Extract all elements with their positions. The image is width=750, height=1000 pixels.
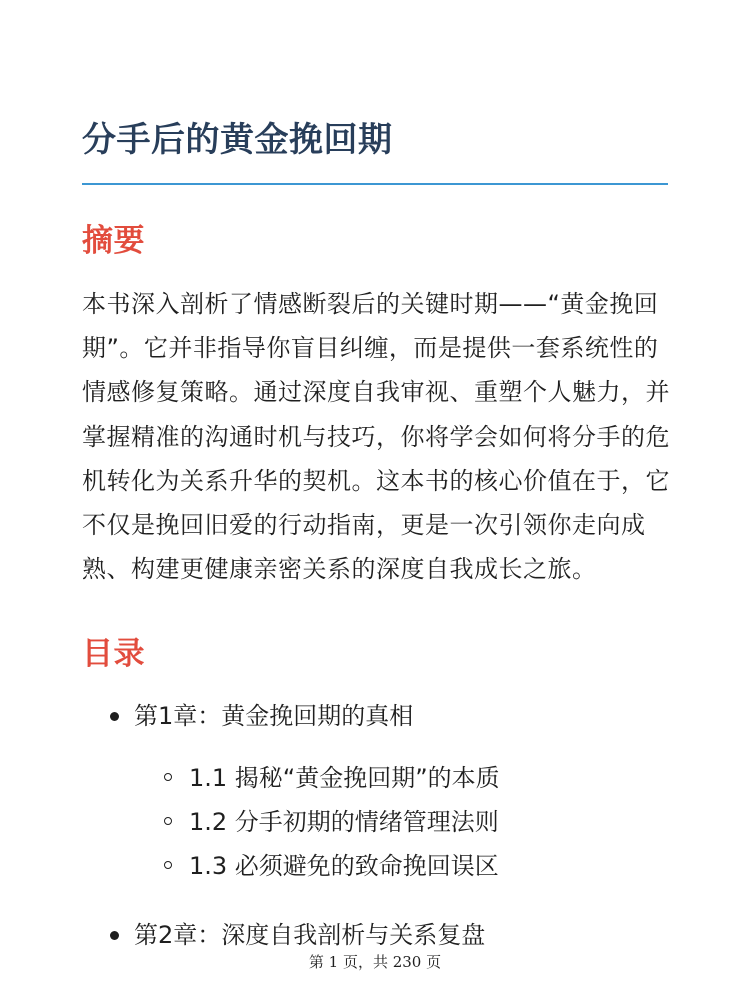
page-title: 分手后的黄金挽回期 [82, 120, 393, 160]
summary-heading: 摘要 [82, 223, 145, 259]
toc-heading: 目录 [82, 636, 145, 672]
toc-spacing [82, 888, 670, 913]
toc-chapter-1-sections [82, 738, 670, 888]
toc-chapter-1-label: 第1章：黄金挽回期的真相 [82, 694, 670, 738]
page-number: 第 1 页，共 230 页 [308, 953, 442, 971]
summary-text: 本书深入剖析了情感断裂后的关键时期——“黄金挽回期”。它并非指导你盲目纠缠，而是提供一套系统性的情感修复策略。通过深度自我审视、重塑个人魅力，并掌握精准的沟通时机与技巧，你将学会如何将分手的危机转化为关系升华的契机。这本书的核心价值在于，它不仅是挽回旧爱的行动指南，更是一次引领你走向成熟、构建更健康亲密关系的深度自我成长之旅。 [82, 290, 670, 584]
title-divider [82, 183, 668, 185]
toc-section-1-1: 1.1 揭秘“黄金挽回期”的本质 [82, 756, 670, 800]
toc-section-1-2: 1.2 分手初期的情绪管理法则 [82, 800, 670, 844]
table-of-contents [82, 694, 670, 957]
toc-section-1-3: 1.3 必须避免的致命挽回误区 [82, 844, 670, 888]
toc-chapter-2-label: 第2章：深度自我剖析与关系复盘 [82, 913, 670, 957]
toc-chapter-1 [82, 694, 670, 888]
